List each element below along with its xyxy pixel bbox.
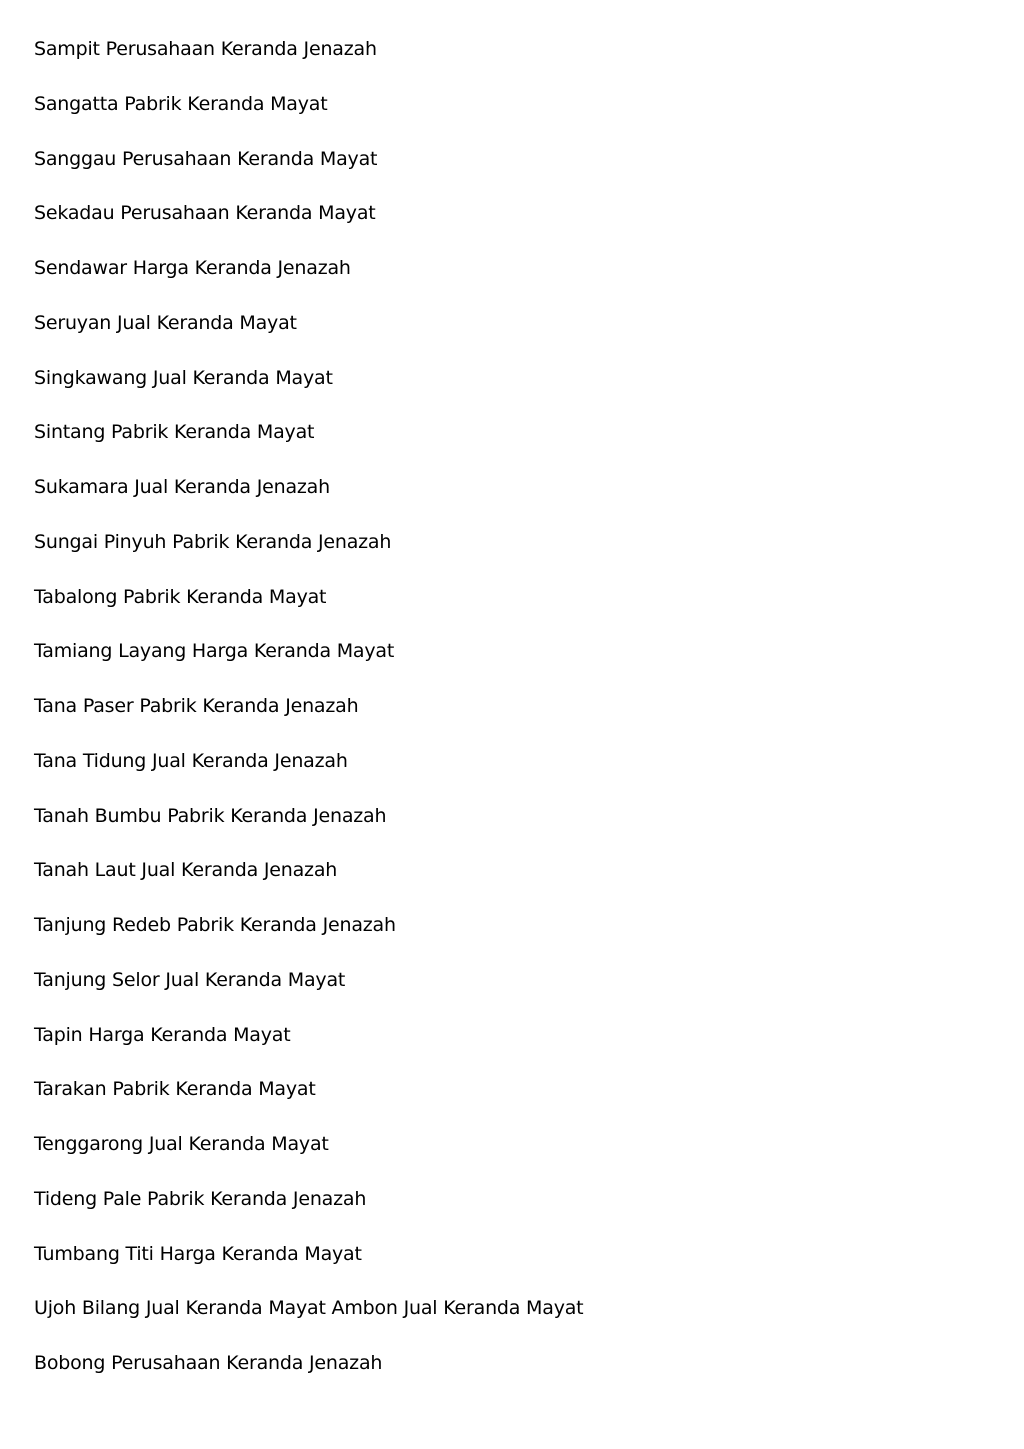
list-item: Sekadau Perusahaan Keranda Mayat [34, 202, 376, 225]
list-item: Bobong Perusahaan Keranda Jenazah [34, 1352, 383, 1374]
list-item: Ujoh Bilang Jual Keranda Mayat Ambon Jual Keranda Mayat [34, 1297, 584, 1320]
list-item: Tanah Bumbu Pabrik Keranda Jenazah [34, 804, 387, 827]
list-item: Tamiang Layang Harga Keranda Mayat [34, 640, 395, 663]
list-item: Tabalong Pabrik Keranda Mayat [34, 585, 327, 608]
list-item: Tarakan Pabrik Keranda Mayat [34, 1078, 316, 1101]
list-item: Singkawang Jual Keranda Mayat [34, 366, 333, 389]
list-item: Tana Paser Pabrik Keranda Jenazah [34, 695, 359, 717]
list-item: Sintang Pabrik Keranda Mayat [34, 421, 315, 444]
list-item: Tanjung Redeb Pabrik Keranda Jenazah [34, 914, 396, 936]
list-item: Seruyan Jual Keranda Mayat [34, 311, 297, 334]
list-item: Tana Tidung Jual Keranda Jenazah [34, 749, 348, 772]
list-item: Sampit Perusahaan Keranda Jenazah [34, 38, 377, 60]
list-item: Sungai Pinyuh Pabrik Keranda Jenazah [34, 530, 392, 553]
list-item: Tanjung Selor Jual Keranda Mayat [34, 968, 346, 991]
list-item: Sanggau Perusahaan Keranda Mayat [34, 147, 378, 170]
list-item: Tenggarong Jual Keranda Mayat [34, 1133, 329, 1155]
list-item: Tapin Harga Keranda Mayat [34, 1023, 291, 1046]
entry-list [34, 36, 994, 1405]
list-item: Tanah Laut Jual Keranda Jenazah [34, 859, 338, 882]
list-item: Sukamara Jual Keranda Jenazah [34, 476, 330, 498]
list-item: Sangatta Pabrik Keranda Mayat [34, 92, 328, 115]
list-item: Sendawar Harga Keranda Jenazah [34, 257, 351, 279]
list-item: Tumbang Titi Harga Keranda Mayat [34, 1242, 362, 1265]
list-item: Tideng Pale Pabrik Keranda Jenazah [34, 1187, 367, 1210]
